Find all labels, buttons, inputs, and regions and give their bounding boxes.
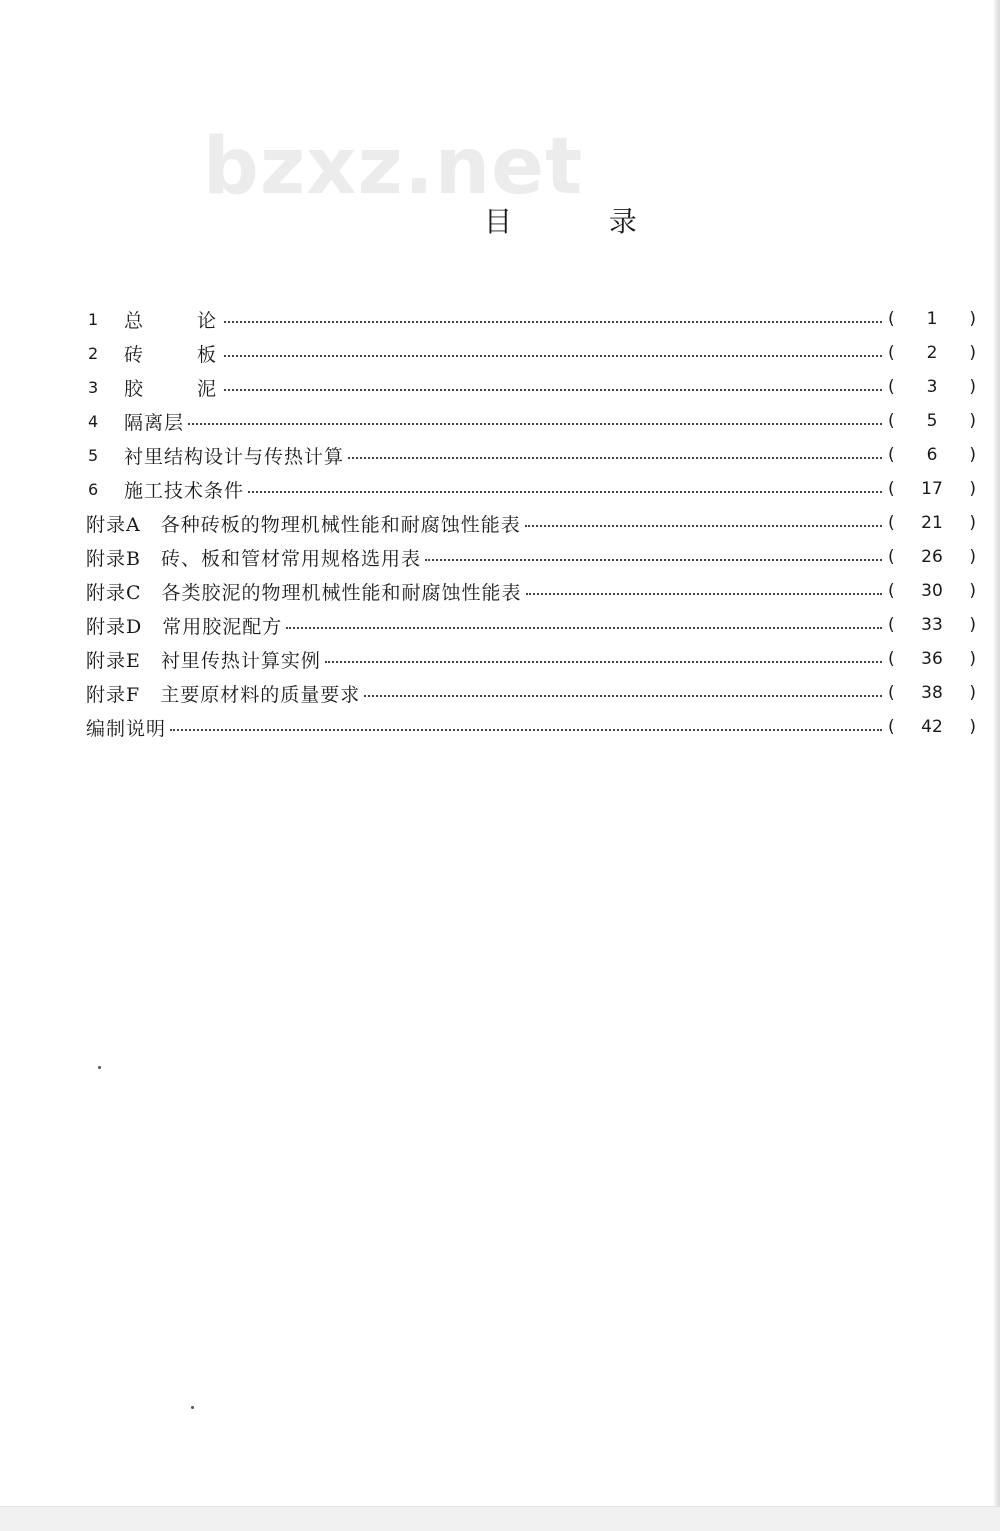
toc-entry-appendix[interactable] (86, 574, 976, 608)
appendix-prefix: 附录D (86, 615, 143, 638)
toc-entry[interactable] (86, 370, 976, 404)
toc-entry[interactable] (86, 336, 976, 370)
page-number: 6 (926, 445, 938, 465)
close-paren: ) (969, 377, 976, 397)
toc-entry-label: 常用胶泥配方 (162, 615, 283, 638)
close-paren: ) (969, 547, 976, 567)
appendix-prefix: 附录B (86, 547, 141, 570)
dot-leader (248, 491, 882, 493)
page-number: 21 (921, 513, 943, 533)
page-number: 33 (921, 615, 943, 635)
open-paren: ( (888, 513, 895, 533)
dot-leader (224, 355, 882, 357)
toc-entry-label: 施工技术条件 (124, 479, 245, 502)
page-number: 38 (921, 683, 943, 703)
appendix-prefix: 附录E (86, 649, 141, 672)
open-paren: ( (888, 479, 895, 499)
scan-speck (191, 1406, 194, 1409)
close-paren: ) (969, 309, 976, 329)
open-paren: ( (888, 309, 895, 329)
appendix-prefix: 附录A (86, 513, 141, 536)
page-number: 1 (926, 309, 938, 329)
page-number: 30 (921, 581, 943, 601)
close-paren: ) (969, 445, 976, 465)
page-number: 3 (926, 377, 938, 397)
toc-entry-page (888, 445, 976, 465)
open-paren: ( (888, 649, 895, 669)
toc-entry-label: 编制说明 (86, 717, 167, 740)
toc-entry-appendix[interactable] (86, 540, 976, 574)
page-title: 目 录 (484, 205, 681, 238)
dot-leader (348, 457, 882, 459)
toc-entry-label: 各种砖板的物理机械性能和耐腐蚀性能表 (160, 513, 521, 536)
dot-leader (224, 321, 882, 323)
dot-leader (188, 423, 882, 425)
toc-entry-label: 胶 泥 (124, 377, 241, 400)
toc-entry[interactable] (86, 438, 976, 472)
toc-entry-label: 总 论 (124, 309, 241, 332)
toc-entry-appendix[interactable] (86, 506, 976, 540)
viewer-bottom-bar (0, 1506, 1000, 1531)
toc-entry-appendix[interactable] (86, 676, 976, 710)
toc-entry-page (888, 411, 976, 431)
toc-entry-page (888, 547, 976, 567)
toc-entry-page (888, 717, 976, 737)
page-number: 26 (921, 547, 943, 567)
toc-entry[interactable] (86, 302, 976, 336)
toc-entry-label: 衬里结构设计与传热计算 (124, 445, 345, 468)
toc-entry-page (888, 683, 976, 703)
toc-entry-number: 4 (88, 411, 99, 431)
open-paren: ( (888, 717, 895, 737)
toc-entry-label: 衬里传热计算实例 (160, 649, 321, 672)
toc-entry-label: 砖 板 (124, 343, 241, 366)
toc-entry-number: 2 (88, 343, 99, 363)
toc-entry-label: 各类胶泥的物理机械性能和耐腐蚀性能表 (161, 581, 522, 604)
toc-entry-page (888, 343, 976, 363)
scan-speck (98, 1066, 101, 1069)
page-number: 17 (921, 479, 943, 499)
toc-entry-page (888, 649, 976, 669)
close-paren: ) (969, 581, 976, 601)
toc-entry-page (888, 513, 976, 533)
toc-entry-number: 1 (88, 309, 99, 329)
toc-entry-label: 主要原材料的质量要求 (160, 683, 361, 706)
toc-entry-page (888, 479, 976, 499)
open-paren: ( (888, 683, 895, 703)
page-number: 5 (926, 411, 938, 431)
toc-entry[interactable] (86, 404, 976, 438)
open-paren: ( (888, 547, 895, 567)
dot-leader (170, 729, 882, 731)
table-of-contents (86, 302, 976, 744)
close-paren: ) (969, 479, 976, 499)
appendix-prefix: 附录F (86, 683, 141, 706)
dot-leader (224, 389, 882, 391)
toc-entry-appendix[interactable] (86, 642, 976, 676)
toc-entry[interactable] (86, 710, 976, 744)
dot-leader (425, 559, 882, 561)
page-number: 42 (921, 717, 943, 737)
close-paren: ) (969, 513, 976, 533)
close-paren: ) (969, 343, 976, 363)
dot-leader (364, 695, 882, 697)
close-paren: ) (969, 683, 976, 703)
watermark: bzxz.net (203, 122, 584, 212)
toc-entry-appendix[interactable] (86, 608, 976, 642)
close-paren: ) (969, 717, 976, 737)
toc-entry-label: 砖、板和管材常用规格选用表 (160, 547, 421, 570)
page-number: 2 (926, 343, 938, 363)
open-paren: ( (888, 615, 895, 635)
toc-entry-page (888, 615, 976, 635)
close-paren: ) (969, 615, 976, 635)
open-paren: ( (888, 411, 895, 431)
toc-entry-number: 6 (88, 479, 99, 499)
toc-entry-page (888, 309, 976, 329)
toc-entry-page (888, 377, 976, 397)
close-paren: ) (969, 649, 976, 669)
page-edge-shadow (994, 0, 1000, 1531)
page-number: 36 (921, 649, 943, 669)
toc-entry-page (888, 581, 976, 601)
close-paren: ) (969, 411, 976, 431)
dot-leader (286, 627, 882, 629)
open-paren: ( (888, 445, 895, 465)
toc-entry-number: 3 (88, 377, 99, 397)
dot-leader (525, 525, 882, 527)
open-paren: ( (888, 581, 895, 601)
dot-leader (526, 593, 882, 595)
appendix-prefix: 附录C (86, 581, 142, 604)
toc-entry-number: 5 (88, 445, 99, 465)
toc-entry[interactable] (86, 472, 976, 506)
open-paren: ( (888, 377, 895, 397)
toc-entry-label: 隔离层 (124, 411, 185, 434)
open-paren: ( (888, 343, 895, 363)
dot-leader (325, 661, 882, 663)
